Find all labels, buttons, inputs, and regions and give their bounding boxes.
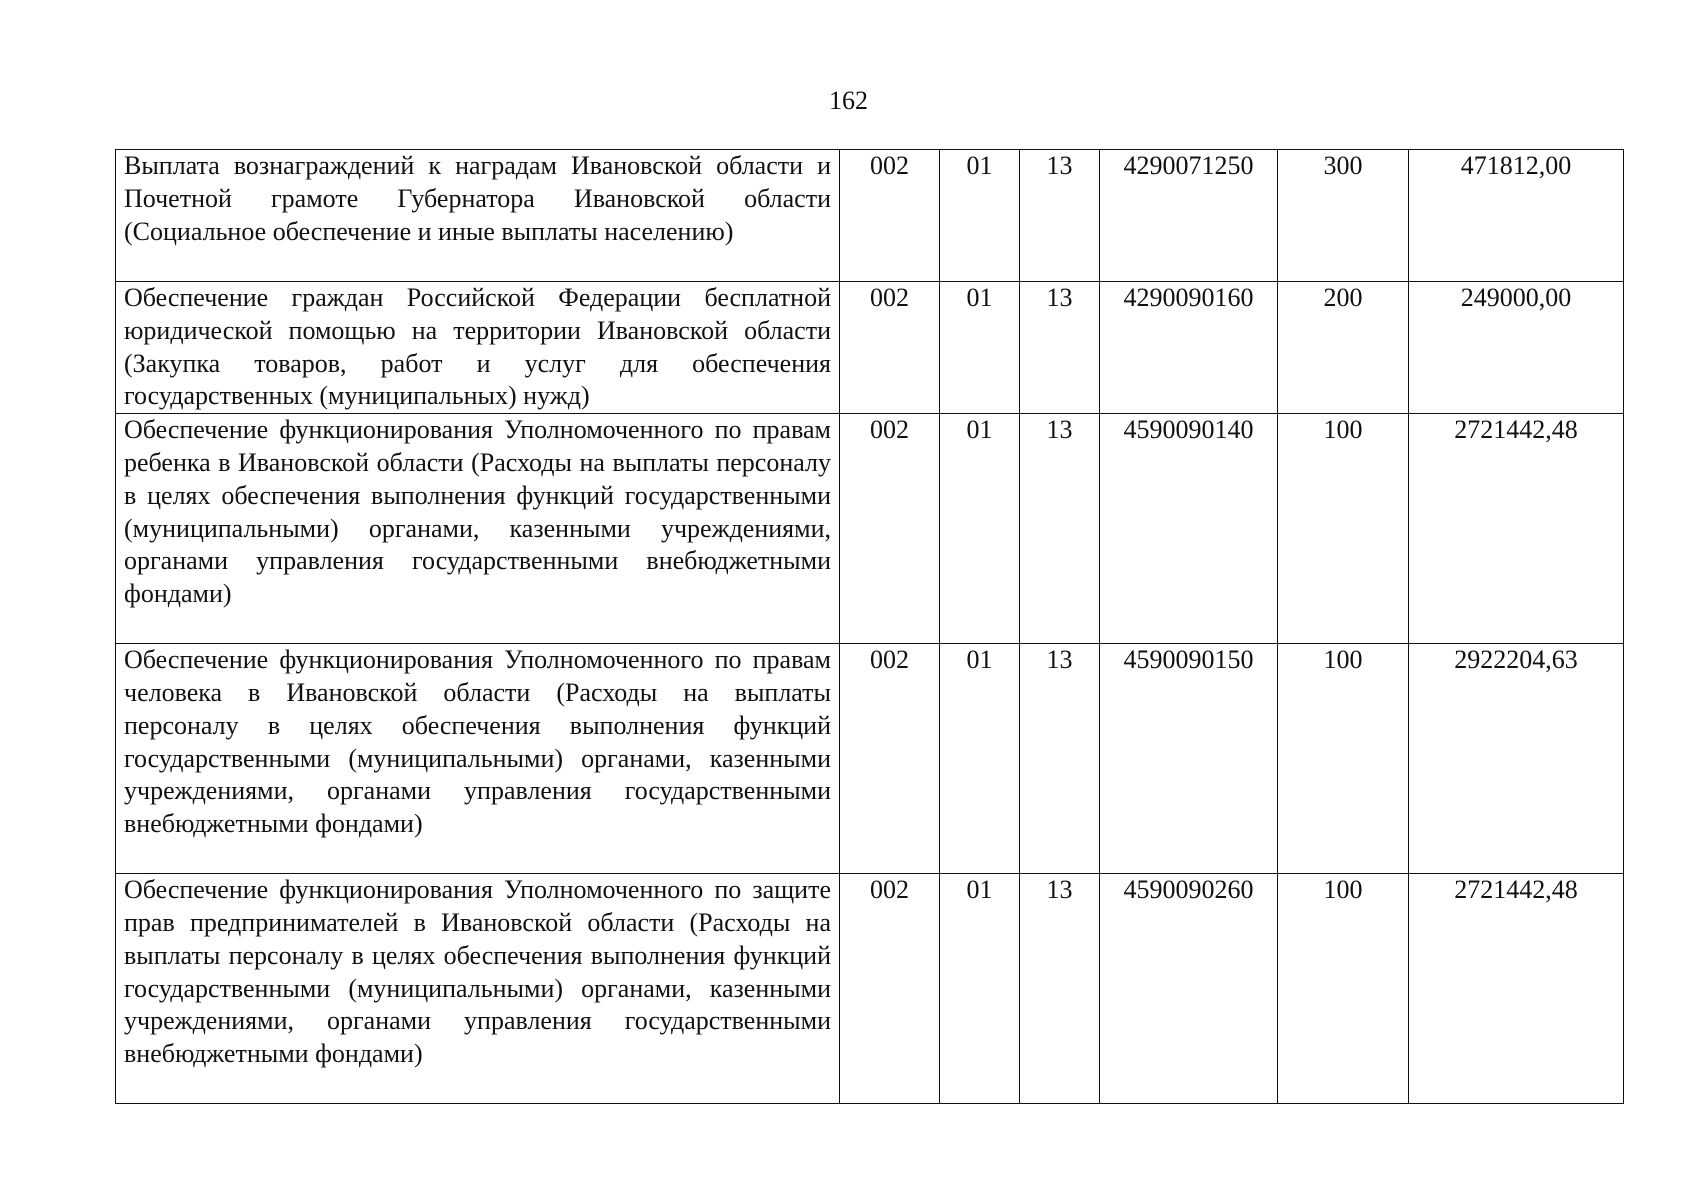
subsection-code: 13 xyxy=(1020,644,1100,874)
expense-type-code: 100 xyxy=(1278,874,1409,1104)
target-article-code: 4590090260 xyxy=(1100,874,1278,1104)
table-row xyxy=(116,414,1624,644)
ministry-code: 002 xyxy=(840,282,940,414)
table-row xyxy=(116,150,1624,282)
amount: 2721442,48 xyxy=(1409,414,1624,644)
section-code: 01 xyxy=(940,282,1020,414)
ministry-code: 002 xyxy=(840,874,940,1104)
section-code: 01 xyxy=(940,150,1020,282)
table-row xyxy=(116,644,1624,874)
target-article-code: 4590090140 xyxy=(1100,414,1278,644)
section-code: 01 xyxy=(940,644,1020,874)
expense-type-code: 300 xyxy=(1278,150,1409,282)
subsection-code: 13 xyxy=(1020,282,1100,414)
expense-type-code: 100 xyxy=(1278,414,1409,644)
page-number: 162 xyxy=(829,86,868,115)
ministry-code: 002 xyxy=(840,414,940,644)
row-description: Выплата вознаграждений к наградам Ивановской области и Почетной грамоте Губернатора Ивановской области (Социальное обеспечение и иные выплаты населению) xyxy=(116,150,840,282)
ministry-code: 002 xyxy=(840,150,940,282)
row-description: Обеспечение функционирования Уполномоченного по защите прав предпринимателей в Ивановской области (Расходы на выплаты персоналу в целях обеспечения выполнения функций государственными (муниципальными) органами, казенными учреждениями, органами управления государственными внебюджетными фондами) xyxy=(116,874,840,1104)
amount: 249000,00 xyxy=(1409,282,1624,414)
section-code: 01 xyxy=(940,414,1020,644)
subsection-code: 13 xyxy=(1020,414,1100,644)
expense-type-code: 200 xyxy=(1278,282,1409,414)
ministry-code: 002 xyxy=(840,644,940,874)
target-article-code: 4290071250 xyxy=(1100,150,1278,282)
row-description: Обеспечение функционирования Уполномоченного по правам человека в Ивановской области (Расходы на выплаты персоналу в целях обеспечения выполнения функций государственными (муниципальными) органами, казенными учреждениями, органами управления государственными внебюджетными фондами) xyxy=(116,644,840,874)
amount: 2721442,48 xyxy=(1409,874,1624,1104)
amount: 2922204,63 xyxy=(1409,644,1624,874)
target-article-code: 4590090150 xyxy=(1100,644,1278,874)
subsection-code: 13 xyxy=(1020,874,1100,1104)
budget-table xyxy=(115,149,1624,1104)
amount: 471812,00 xyxy=(1409,150,1624,282)
table-row xyxy=(116,874,1624,1104)
target-article-code: 4290090160 xyxy=(1100,282,1278,414)
expense-type-code: 100 xyxy=(1278,644,1409,874)
row-description: Обеспечение функционирования Уполномоченного по правам ребенка в Ивановской области (Расходы на выплаты персоналу в целях обеспечения выполнения функций государственными (муниципальными) органами, казенными учреждениями, органами управления государственными внебюджетными фондами) xyxy=(116,414,840,644)
row-description: Обеспечение граждан Российской Федерации бесплатной юридической помощью на территории Ивановской области (Закупка товаров, работ и услуг для обеспечения государственных (муниципальных) нужд) xyxy=(116,282,840,414)
table-row xyxy=(116,282,1624,414)
section-code: 01 xyxy=(940,874,1020,1104)
subsection-code: 13 xyxy=(1020,150,1100,282)
